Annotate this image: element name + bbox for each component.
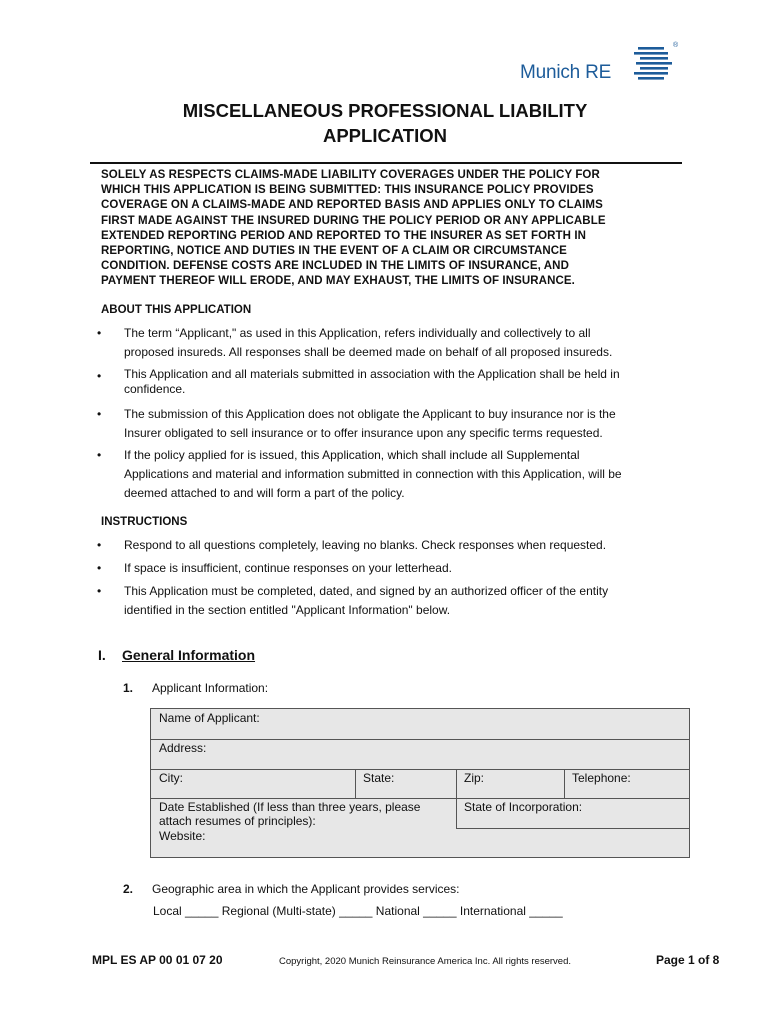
form-code: MPL ES AP 00 01 07 20 [92,953,223,967]
bullet-dot: • [97,584,102,598]
about-heading: ABOUT THIS APPLICATION [101,304,252,316]
question-2-text: Geographic area in which the Applicant provides services: [152,882,460,896]
about-bullet [97,367,687,407]
disclaimer-line: EXTENDED REPORTING PERIOD AND REPORTED TO THE INSURER AS SET FORTH IN [101,229,587,242]
city-field[interactable]: City: [159,771,183,785]
zip-field[interactable]: Zip: [464,771,485,785]
about-bullet [97,405,687,445]
copyright-notice: Copyright, 2020 Munich Reinsurance America Inc. All rights reserved. [279,956,571,967]
question-2-number: 2. [123,882,134,896]
question-1-text: Applicant Information: [152,681,269,695]
state-of-incorporation-field[interactable]: State of Incorporation: [464,800,583,814]
instructions-heading: INSTRUCTIONS [101,516,188,528]
bullet-dot: • [97,369,102,383]
disclaimer-line: FIRST MADE AGAINST THE INSURED DURING THE POLICY PERIOD OR ANY APPLICABLE [101,214,606,227]
bullet-dot: • [97,407,102,421]
bullet-line: This Application and all materials submitted in association with the Application shall be held in [124,367,620,381]
geographic-area-options[interactable]: Local _____ Regional (Multi-state) _____ National _____ International _____ [153,904,563,918]
disclaimer-line: COVERAGE ON A CLAIMS-MADE AND REPORTED BASIS AND APPLIES ONLY TO CLAIMS [101,199,603,212]
page-number: Page 1 of 8 [656,953,720,967]
title-line-2: APPLICATION [322,125,448,146]
applicant-info-form [150,708,690,858]
disclaimer-line: PAYMENT THEREOF WILL ERODE, AND MAY EXHAUST, THE LIMITS OF INSURANCE. [101,275,575,288]
bullet-line: Insurer obligated to sell insurance or to offer insurance upon any specific terms requested. [124,426,603,440]
bullet-line: Respond to all questions completely, leaving no blanks. Check responses when requested. [124,538,607,552]
munich-re-logo [518,44,678,84]
bullet-dot: • [97,448,102,462]
bullet-line: proposed insureds. All responses shall be deemed made on behalf of all proposed insureds. [124,345,613,359]
about-bullet [97,324,687,364]
bullet-dot: • [97,561,102,575]
date-established-label-1: Date Established (If less than three years, please [159,800,421,814]
bullet-line: This Application must be completed, dated, and signed by an authorized officer of the entity [124,584,609,598]
logo-wordmark: Munich RE [520,62,612,83]
title-line-1: MISCELLANEOUS PROFESSIONAL LIABILITY [182,100,588,121]
bullet-line: If space is insufficient, continue responses on your letterhead. [124,561,452,575]
section-number: I. [98,647,106,663]
bullet-line: The term “Applicant," as used in this Application, refers individually and collectively to all [124,326,591,340]
date-established-label-2: attach resumes of principles): [159,814,316,828]
document-title [100,98,670,148]
disclaimer-line: SOLELY AS RESPECTS CLAIMS-MADE LIABILITY COVERAGES UNDER THE POLICY FOR [101,169,600,181]
bullet-line: The submission of this Application does not obligate the Applicant to buy insurance nor is the [124,407,616,421]
telephone-field[interactable]: Telephone: [572,771,631,785]
title-divider [90,162,682,164]
bullet-line: identified in the section entitled "Applicant Information" below. [124,603,451,617]
registered-mark: ® [673,42,679,49]
bullet-dot: • [97,326,102,340]
about-bullet [97,446,687,504]
disclaimer-line: WHICH THIS APPLICATION IS BEING SUBMITTED: THIS INSURANCE POLICY PROVIDES [101,184,594,197]
state-field[interactable]: State: [363,771,395,785]
disclaimer-line: CONDITION. DEFENSE COSTS ARE INCLUDED IN THE LIMITS OF INSURANCE, AND [101,260,569,273]
date-established-field[interactable] [151,798,456,828]
address-field[interactable]: Address: [159,741,207,755]
bullet-dot: • [97,538,102,552]
website-field[interactable]: Website: [159,829,206,843]
bullet-line: deemed attached to and will form a part of the policy. [124,486,405,500]
instruction-bullet [97,582,687,622]
name-of-applicant-field[interactable]: Name of Applicant: [159,711,260,725]
munich-re-mark-icon [634,46,672,82]
section-title: General Information [122,647,256,663]
bullet-line: confidence. [124,382,186,396]
disclaimer-line: REPORTING, NOTICE AND DUTIES IN THE EVENT OF A CLAIM OR CIRCUMSTANCE [101,245,567,258]
form-row-divider [456,828,689,829]
bullet-line: Applications and material and information submitted in connection with this Application, will be [124,467,622,481]
question-1-number: 1. [123,681,134,695]
claims-made-disclaimer [101,168,681,290]
bullet-line: If the policy applied for is issued, this Application, which shall include all Supplemental [124,448,580,462]
